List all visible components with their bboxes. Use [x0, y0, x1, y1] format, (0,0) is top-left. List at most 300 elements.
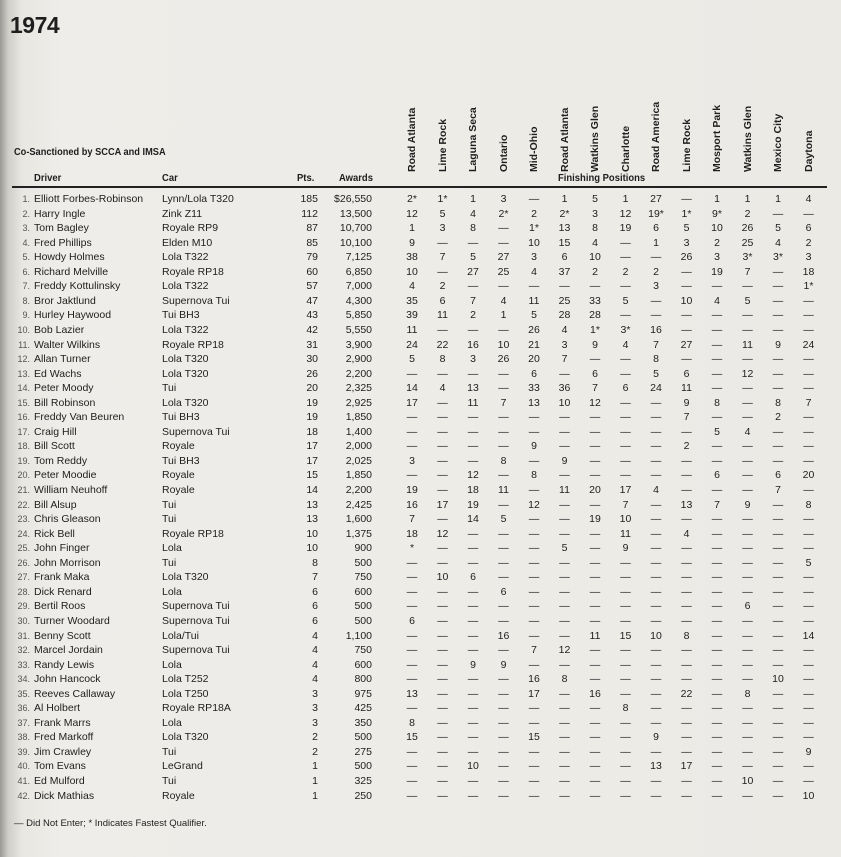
- table-row: [0, 323, 841, 338]
- rank: 4.: [22, 237, 30, 248]
- finishing-position: —: [589, 425, 601, 438]
- rank: 18.: [17, 441, 30, 452]
- finishing-position: —: [437, 323, 448, 336]
- points: 14: [306, 484, 318, 496]
- race-header: [702, 78, 732, 178]
- finishing-position: —: [772, 760, 784, 773]
- car-name: Tui BH3: [162, 454, 200, 467]
- car-name: Royale RP9: [162, 222, 219, 235]
- finishing-position: —: [620, 687, 631, 700]
- finishing-position: —: [650, 571, 662, 584]
- finishing-position: 7: [683, 411, 690, 424]
- finishing-position: —: [437, 775, 448, 787]
- finishing-position: —: [620, 745, 631, 758]
- points: 30: [306, 353, 318, 366]
- points: 20: [306, 382, 318, 395]
- finishing-position: —: [650, 542, 662, 555]
- race-header: [641, 78, 671, 178]
- finishing-position: —: [437, 265, 448, 278]
- finishing-position: 8: [470, 222, 476, 235]
- points: 4: [312, 673, 318, 686]
- driver-name: Tom Evans: [34, 760, 86, 773]
- finishing-position: 24: [802, 338, 815, 351]
- points: 13: [306, 498, 318, 511]
- driver-name: Howdy Holmes: [34, 251, 105, 264]
- finishing-position: —: [681, 614, 692, 627]
- finishing-position: —: [681, 789, 692, 802]
- finishing-position: 6: [683, 367, 690, 380]
- rank: 26.: [17, 557, 30, 568]
- points: 17: [306, 440, 318, 453]
- finishing-position: 26: [741, 222, 754, 235]
- finishing-position: —: [437, 367, 448, 380]
- finishing-position: 12: [467, 469, 479, 482]
- car-name: Lynn/Lola T320: [162, 193, 234, 205]
- finishing-position: 7: [561, 353, 568, 366]
- finishing-position: 6: [409, 614, 415, 627]
- footnote: — Did Not Enter; * Indicates Fastest Qualifier.: [14, 818, 207, 829]
- finishing-position: —: [620, 760, 631, 773]
- finishing-position: 5: [714, 425, 720, 438]
- finishing-position: 2*: [407, 193, 417, 205]
- finishing-position: 6: [561, 251, 568, 264]
- finishing-position: —: [467, 789, 479, 802]
- finishing-position: 2: [531, 207, 537, 220]
- finishing-position: —: [803, 353, 814, 366]
- finishing-position: 10: [497, 338, 510, 351]
- finishing-position: —: [681, 193, 692, 205]
- finishing-position: —: [772, 556, 784, 569]
- points: 6: [312, 585, 318, 598]
- awards: 5,850: [345, 309, 372, 322]
- finishing-position: 10: [467, 760, 479, 773]
- finishing-position: —: [772, 280, 784, 293]
- awards: 1,850: [345, 411, 372, 424]
- finishing-position: —: [467, 527, 479, 540]
- finishing-position: 12: [619, 207, 632, 220]
- finishing-position: —: [437, 484, 448, 496]
- finishing-position: 11: [467, 396, 479, 409]
- car-name: Lola T252: [162, 673, 209, 686]
- finishing-position: —: [803, 687, 814, 700]
- rank: 23.: [17, 514, 30, 525]
- finishing-position: —: [711, 542, 723, 555]
- finishing-position: —: [650, 614, 662, 627]
- table-row: [0, 789, 841, 804]
- finishing-position: 17: [406, 396, 418, 409]
- finishing-position: 3: [439, 222, 446, 235]
- finishing-position: 7: [622, 498, 629, 511]
- finishing-position: —: [467, 702, 479, 715]
- finishing-position: —: [681, 469, 692, 482]
- rank: 8.: [22, 295, 30, 306]
- race-header: [763, 78, 793, 178]
- finishing-position: 5: [775, 222, 781, 235]
- finishing-position: —: [620, 644, 631, 657]
- finishing-position: —: [406, 745, 418, 758]
- points: 185: [300, 193, 318, 205]
- finishing-position: 5: [592, 193, 598, 205]
- car-name: Royale: [162, 440, 195, 453]
- race-header: [428, 78, 458, 178]
- points: 57: [306, 280, 318, 293]
- finishing-position: 2: [439, 280, 446, 293]
- finishing-position: —: [711, 629, 723, 642]
- finishing-position: 16: [589, 687, 601, 700]
- car-name: Tui BH3: [162, 309, 200, 322]
- car-name: Tui: [162, 556, 177, 569]
- finishing-position: —: [437, 440, 448, 453]
- finishing-position: 15: [528, 731, 540, 744]
- finishing-position: 1: [409, 222, 415, 235]
- finishing-position: —: [650, 251, 662, 264]
- finishing-position: —: [467, 716, 479, 729]
- finishing-position: 8: [683, 629, 690, 642]
- finishing-position: 14: [467, 513, 479, 526]
- table-row: [0, 527, 841, 542]
- driver-name: Reeves Callaway: [34, 687, 116, 700]
- finishing-position: —: [589, 353, 601, 366]
- finishing-position: —: [620, 454, 631, 467]
- finishing-position: 9: [500, 658, 507, 671]
- finishing-position: —: [589, 731, 601, 744]
- finishing-position: —: [498, 527, 509, 540]
- finishing-position: 4: [805, 193, 812, 205]
- finishing-position: —: [437, 687, 448, 700]
- finishing-position: 20: [589, 484, 601, 496]
- finishing-position: 7: [439, 251, 446, 264]
- finishing-position: —: [650, 673, 662, 686]
- finishing-position: —: [467, 556, 479, 569]
- finishing-position: —: [620, 658, 631, 671]
- finishing-position: 6: [805, 222, 812, 235]
- points: 15: [306, 469, 318, 482]
- finishing-position: —: [559, 280, 570, 293]
- points: 4: [312, 658, 318, 671]
- race-name: Road America: [650, 101, 662, 172]
- driver-name: Allan Turner: [34, 353, 91, 366]
- points: 7: [312, 571, 318, 584]
- driver-name: Chris Gleason: [34, 513, 101, 526]
- finishing-position: —: [803, 658, 814, 671]
- finishing-position: —: [620, 411, 631, 424]
- car-name: Royale RP18: [162, 265, 224, 278]
- finishing-position: —: [589, 673, 601, 686]
- finishing-position: 1*: [803, 280, 814, 293]
- driver-name: Hurley Haywood: [34, 309, 112, 322]
- finishing-position: 10: [772, 673, 784, 686]
- points: 112: [301, 207, 318, 220]
- awards: 1,375: [345, 527, 372, 540]
- finishing-position: 15: [558, 236, 571, 249]
- rank: 27.: [17, 572, 30, 583]
- finishing-position: —: [437, 702, 448, 715]
- finishing-position: —: [467, 731, 479, 744]
- finishing-position: 4: [744, 425, 751, 438]
- finishing-position: —: [711, 513, 723, 526]
- finishing-position: —: [589, 644, 601, 657]
- rank: 36.: [17, 703, 30, 714]
- finishing-position: 27: [680, 338, 693, 351]
- points: 3: [312, 687, 318, 700]
- finishing-position: 1*: [437, 193, 448, 205]
- finishing-position: 33: [589, 294, 601, 307]
- rank: 24.: [17, 528, 30, 539]
- driver-name: Fred Phillips: [34, 236, 92, 249]
- finishing-position: 3: [470, 353, 476, 366]
- rank: 12.: [17, 354, 30, 365]
- points: 18: [306, 425, 318, 438]
- finishing-position: —: [589, 542, 601, 555]
- table-row: [0, 352, 841, 367]
- rank: 1.: [22, 194, 30, 204]
- rank: 32.: [17, 645, 30, 656]
- finishing-position: —: [498, 323, 509, 336]
- finishing-position: 8: [592, 222, 598, 235]
- driver-name: John Finger: [34, 542, 90, 555]
- finishing-position: —: [681, 454, 692, 467]
- finishing-position: —: [772, 702, 784, 715]
- finishing-position: —: [711, 309, 723, 322]
- finishing-position: —: [406, 425, 418, 438]
- rank: 22.: [17, 499, 30, 510]
- car-name: Tui BH3: [162, 411, 200, 424]
- finishing-position: 13: [650, 760, 662, 773]
- finishing-position: —: [467, 673, 479, 686]
- driver-name: Tom Reddy: [34, 454, 88, 467]
- finishing-position: —: [742, 469, 753, 482]
- finishing-position: —: [772, 294, 784, 307]
- driver-name: Peter Moodie: [34, 469, 97, 482]
- finishing-position: 3: [500, 193, 507, 205]
- finishing-position: 21: [528, 338, 540, 351]
- finishing-position: —: [772, 658, 784, 671]
- finishing-position: —: [437, 585, 448, 598]
- finishing-position: —: [467, 367, 479, 380]
- finishing-position: —: [681, 716, 692, 729]
- finishing-position: 19: [467, 498, 479, 511]
- finishing-position: 13: [406, 687, 418, 700]
- finishing-position: 18: [406, 527, 418, 540]
- driver-name: Frank Marrs: [34, 716, 91, 729]
- finishing-position: —: [803, 571, 814, 584]
- finishing-position: 26: [680, 251, 693, 264]
- finishing-position: —: [620, 353, 631, 366]
- finishing-position: 5: [439, 207, 446, 220]
- points: 1: [312, 760, 318, 773]
- car-name: Tui: [162, 513, 177, 526]
- finishing-position: 27: [497, 251, 510, 264]
- finishing-position: —: [772, 207, 784, 220]
- finishing-position: —: [437, 673, 448, 686]
- page-title: 1974: [10, 12, 60, 38]
- car-name: Lola T320: [162, 731, 209, 744]
- finishing-position: —: [681, 323, 692, 336]
- finishing-position: —: [620, 775, 631, 787]
- finishing-position: 19: [589, 513, 601, 526]
- finishing-position: 9*: [712, 207, 722, 220]
- finishing-position: 5: [500, 513, 507, 526]
- finishing-position: —: [559, 367, 570, 380]
- finishing-position: —: [620, 789, 631, 802]
- finishing-position: —: [589, 469, 601, 482]
- finishing-position: 6: [622, 382, 629, 395]
- driver-name: Benny Scott: [34, 629, 91, 642]
- race-name: Road Atlanta: [406, 107, 418, 172]
- finishing-position: —: [498, 644, 509, 657]
- points: 6: [312, 600, 318, 613]
- table-row: [0, 541, 841, 556]
- driver-name: Dick Renard: [34, 585, 92, 598]
- car-name: Lola T322: [162, 251, 209, 264]
- finishing-position: —: [681, 309, 692, 322]
- finishing-position: —: [559, 789, 570, 802]
- finishing-position: —: [681, 745, 692, 758]
- driver-name: Peter Moody: [34, 382, 94, 395]
- driver-name: Fred Markoff: [34, 731, 94, 744]
- finishing-position: 11: [620, 527, 631, 540]
- finishing-position: —: [528, 745, 540, 758]
- finishing-position: —: [772, 382, 784, 395]
- finishing-position: —: [528, 775, 540, 787]
- table-row: [0, 672, 841, 687]
- finishing-position: —: [467, 411, 479, 424]
- finishing-position: —: [589, 454, 601, 467]
- finishing-position: —: [650, 527, 662, 540]
- rank: 9.: [22, 310, 30, 321]
- finishing-position: 14: [802, 629, 815, 642]
- finishing-position: 19*: [648, 207, 664, 220]
- finishing-position: —: [620, 236, 631, 249]
- finishing-position: 1: [622, 193, 629, 205]
- finishing-position: 9: [805, 745, 812, 758]
- finishing-position: 8: [714, 396, 720, 409]
- finishing-position: 12: [528, 498, 540, 511]
- driver-name: Tom Bagley: [34, 222, 89, 235]
- rank: 35.: [17, 688, 30, 699]
- finishing-position: —: [437, 236, 448, 249]
- finishing-position: —: [528, 614, 540, 627]
- finishing-position: —: [498, 367, 509, 380]
- finishing-position: 35: [406, 294, 418, 307]
- finishing-position: 26: [497, 353, 510, 366]
- finishing-position: —: [559, 760, 570, 773]
- finishing-position: —: [742, 542, 753, 555]
- finishing-position: —: [589, 716, 601, 729]
- awards: 3,900: [345, 338, 372, 351]
- finishing-position: —: [803, 484, 814, 496]
- finishing-position: —: [772, 585, 784, 598]
- finishing-position: —: [528, 484, 540, 496]
- awards: 5,550: [345, 323, 372, 336]
- points: 1: [312, 775, 318, 787]
- finishing-position: —: [467, 629, 479, 642]
- finishing-position: 6: [470, 571, 476, 584]
- car-name: Supernova Tui: [162, 425, 230, 438]
- finishing-position: 4: [561, 323, 568, 336]
- points: 3: [312, 716, 318, 729]
- finishing-position: 1*: [681, 207, 692, 220]
- table-row: [0, 643, 841, 658]
- finishing-position: —: [772, 323, 784, 336]
- driver-name: Walter Wilkins: [34, 338, 101, 351]
- awards: 7,125: [345, 251, 372, 264]
- rank: 5.: [22, 252, 30, 263]
- table-row: [0, 585, 841, 600]
- finishing-position: —: [406, 775, 418, 787]
- driver-name: Bob Lazier: [34, 323, 85, 336]
- finishing-position: —: [467, 454, 479, 467]
- finishing-position: —: [528, 411, 540, 424]
- driver-name: Bill Robinson: [34, 396, 96, 409]
- finishing-position: —: [650, 469, 662, 482]
- table-row: [0, 658, 841, 673]
- finishing-position: —: [406, 673, 418, 686]
- finishing-position: —: [711, 353, 723, 366]
- table-row: [0, 381, 841, 396]
- finishing-position: —: [681, 600, 692, 613]
- finishing-position: —: [528, 658, 540, 671]
- finishing-position: —: [406, 440, 418, 453]
- finishing-position: 8: [775, 396, 781, 409]
- finishing-position: 38: [406, 251, 418, 264]
- finishing-position: 5: [744, 294, 751, 307]
- awards: 2,925: [345, 396, 372, 409]
- finishing-position: —: [589, 411, 601, 424]
- finishing-position: —: [498, 411, 509, 424]
- car-name: LeGrand: [162, 760, 203, 773]
- finishing-position: —: [772, 527, 784, 540]
- finishing-position: 11: [742, 338, 753, 351]
- finishing-position: —: [437, 396, 448, 409]
- points: 3: [312, 702, 318, 715]
- awards: 900: [354, 542, 372, 555]
- finishing-position: 2: [683, 440, 690, 453]
- finishing-position: 2: [622, 265, 629, 278]
- finishing-position: 4: [683, 527, 690, 540]
- race-header: [519, 78, 549, 178]
- table-row: [0, 498, 841, 513]
- finishing-position: —: [406, 702, 418, 715]
- table-row: [0, 279, 841, 294]
- table-row: [0, 410, 841, 425]
- finishing-position: 10: [558, 396, 571, 409]
- awards: 6,850: [345, 265, 372, 278]
- finishing-position: —: [650, 498, 662, 511]
- finishing-position: 11: [559, 484, 570, 496]
- finishing-position: —: [559, 469, 570, 482]
- finishing-position: 6: [744, 600, 751, 613]
- finishing-position: —: [437, 411, 448, 424]
- finishing-position: 2*: [498, 207, 509, 220]
- finishing-position: —: [742, 309, 753, 322]
- finishing-position: 37: [558, 265, 571, 278]
- finishing-position: —: [711, 745, 723, 758]
- finishing-position: —: [742, 323, 753, 336]
- points: 87: [306, 222, 318, 235]
- awards: 600: [354, 658, 372, 671]
- car-name: Tui: [162, 775, 177, 787]
- finishing-position: —: [589, 498, 601, 511]
- awards: 1,600: [345, 513, 372, 526]
- finishing-position: 7: [500, 396, 507, 409]
- rank: 28.: [17, 586, 30, 597]
- finishing-position: —: [528, 193, 540, 205]
- finishing-position: —: [620, 600, 631, 613]
- finishing-position: 3: [561, 338, 568, 351]
- finishing-position: —: [711, 585, 723, 598]
- car-name: Supernova Tui: [162, 644, 230, 657]
